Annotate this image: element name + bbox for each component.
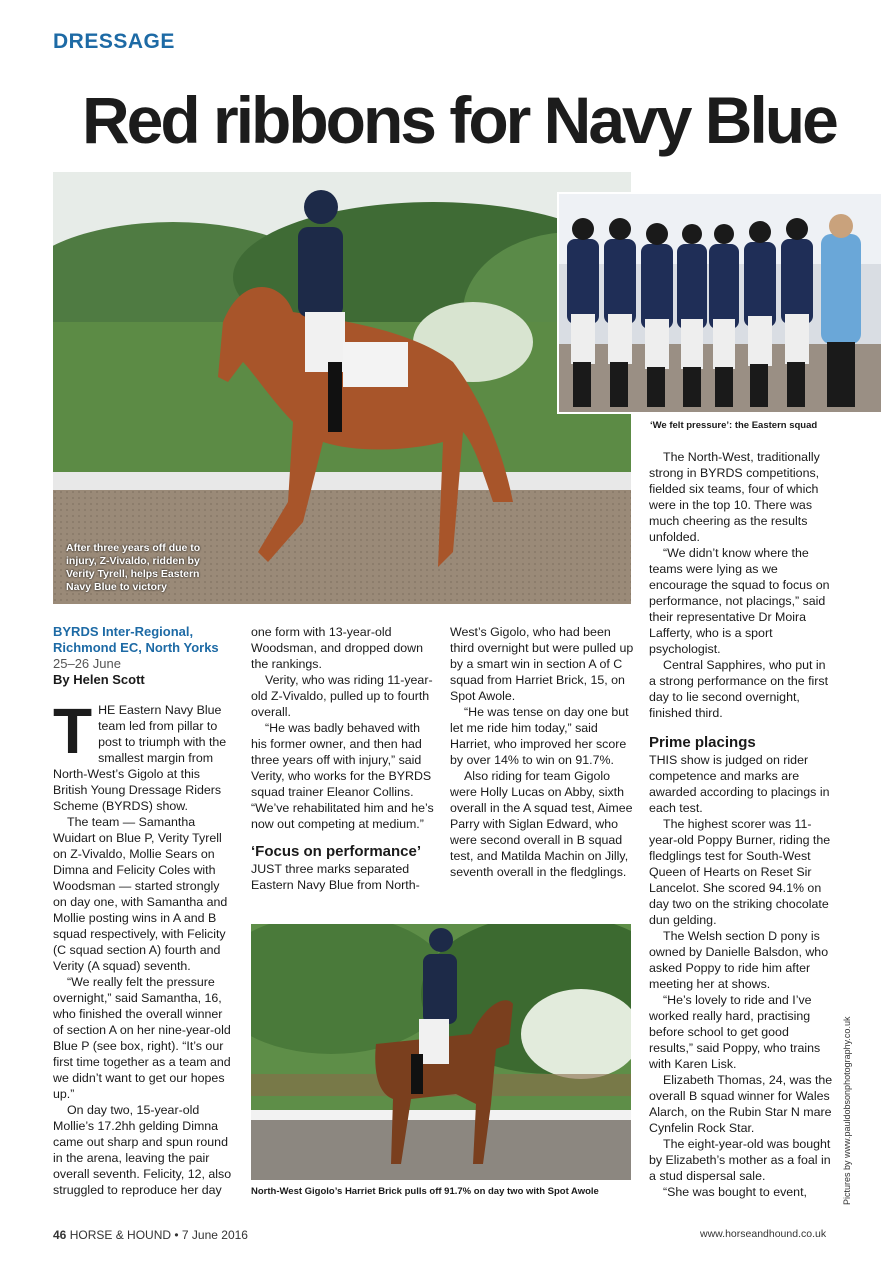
- paragraph: The team — Samantha Wuidart on Blue P, Verity Tyrell on Z-Vivaldo, Mollie Sears on Dimna and Felicity Coles with Woodsman — started strongly on day one, with Samantha and Mollie posting wins in A and B squad respectively, with Felicity (C squad section A) fourth and Verity (A squad) seventh.: [53, 815, 228, 973]
- event-dates: 25–26 June: [53, 656, 121, 671]
- second-photo: [251, 924, 631, 1180]
- paragraph: On day two, 15-year-old Mollie’s 17.2hh gelding Dimna came out sharp and spun round in the arena, leaving the pair overall seventh. Felicity, 12, also struggled to reproduce her day: [53, 1103, 232, 1197]
- paragraph: “He was badly behaved with his former owner, and then had three years off with injury,” said Verity, who works for the BYRDS squad trainer Eleanor Collins. “We’ve rehabilitated him and he’s now out competing at medium.”: [251, 721, 434, 831]
- headline: Red ribbons for Navy Blue: [82, 83, 836, 157]
- paragraph: one form with 13-year-old Woodsman, and dropped down the rankings.: [251, 625, 423, 671]
- subheading: Prime placings: [649, 734, 756, 751]
- second-photo-caption: North-West Gigolo’s Harriet Brick pulls off 91.7% on day two with Spot Awole: [251, 1186, 599, 1197]
- paragraph: Verity, who was riding 11-year-old Z-Vivaldo, pulled up to fourth overall.: [251, 673, 433, 719]
- paragraph: Also riding for team Gigolo were Holly Lucas on Abby, sixth overall in the A squad test, Aimee Parry with Siglan Edward, who were second overall in B squad test, and Matilda Machin on Jilly, seventh overall in the fledglings.: [450, 769, 633, 879]
- paragraph: The highest scorer was 11-year-old Poppy Burner, riding the fledglings test for South-West Queen of Hearts on Reset Sir Lancelot. She scored 94.1% on day two on the striking chocolate dun gelding.: [649, 817, 831, 927]
- paragraph: The North-West, traditionally strong in BYRDS competitions, fielded six teams, four of which were in the top 10. There was much cheering as the results unfolded.: [649, 450, 820, 544]
- footer-left: [53, 1228, 248, 1242]
- drop-cap: T: [53, 695, 93, 767]
- subheading: ‘Focus on performance’: [251, 843, 422, 860]
- photo-credit: Pictures by www.pauldobsonphotography.co.uk: [842, 1016, 852, 1205]
- team-photo-caption: ‘We felt pressure’: the Eastern squad: [650, 420, 818, 431]
- paragraph: “We didn’t know where the teams were lying as we encourage the squad to focus on performance, not placings,” said their representative Dr Moira Lafferty, who is a sport psychologist.: [649, 546, 830, 656]
- paragraph: “He’s lovely to ride and I’ve worked really hard, practising before school to get good results,” said Poppy, who trains with Karen Lisk.: [649, 993, 821, 1071]
- section-label: DRESSAGE: [53, 30, 175, 53]
- column-3: [450, 624, 634, 880]
- paragraph: The Welsh section D pony is owned by Danielle Balsdon, who asked Poppy to ride him after meeting her at shows.: [649, 929, 829, 991]
- paragraph: THIS show is judged on rider competence and marks are awarded according to placings in each test.: [649, 753, 830, 815]
- main-photo: [53, 172, 631, 604]
- paragraph: Central Sapphires, who put in a strong performance on the first day to lie second overnight, finished third.: [649, 658, 829, 720]
- paragraph: West’s Gigolo, who had been third overnight but were pulled up by a smart win in section A of C squad from Harriet Brick, 15, on Spot Awole.: [450, 625, 634, 703]
- paragraph: “She was bought to event,: [663, 1185, 807, 1199]
- paragraph: “We really felt the pressure overnight,” said Samantha, 16, who finished the overall winner of section A on her nine-year-old Blue P (see box, right). “It’s our first time together as a team and we didn’t want to get our hopes up.”: [53, 975, 231, 1101]
- issue-date: • 7 June 2016: [171, 1228, 248, 1242]
- main-photo-caption: After three years off due to injury, Z-Vivaldo, ridden by Verity Tyrell, helps Eastern Navy Blue to victory: [66, 542, 201, 593]
- event-name-line1: BYRDS Inter-Regional,: [53, 624, 194, 639]
- team-photo: [557, 192, 881, 414]
- page-number: 46: [53, 1228, 67, 1242]
- website: www.horseandhound.co.uk: [700, 1228, 827, 1240]
- column-4: [649, 449, 834, 1200]
- column-1: [53, 624, 234, 1198]
- event-name-line2: Richmond EC, North Yorks: [53, 640, 219, 655]
- paragraph: The eight-year-old was bought by Elizabeth’s mother as a foal in a stud dispersal sale.: [649, 1137, 831, 1183]
- column-2: [251, 624, 434, 893]
- paragraph: Elizabeth Thomas, 24, was the overall B squad winner for Wales Alarch, on the Rubin Star N mare Cynfelin Rock Star.: [649, 1073, 833, 1135]
- byline: By Helen Scott: [53, 672, 145, 687]
- paragraph: HE Eastern Navy Blue team led from pillar to post to triumph with the smallest margin from North-West’s Gigolo at this British Young Dressage Riders Scheme (BYRDS) show.: [53, 703, 227, 813]
- paragraph: “He was tense on day one but let me ride him today,” said Harriet, who improved her score by over 14% to win on 91.7%.: [450, 705, 629, 767]
- magazine-name: HORSE & HOUND: [69, 1228, 172, 1242]
- paragraph: JUST three marks separated Eastern Navy Blue from North-: [251, 862, 420, 892]
